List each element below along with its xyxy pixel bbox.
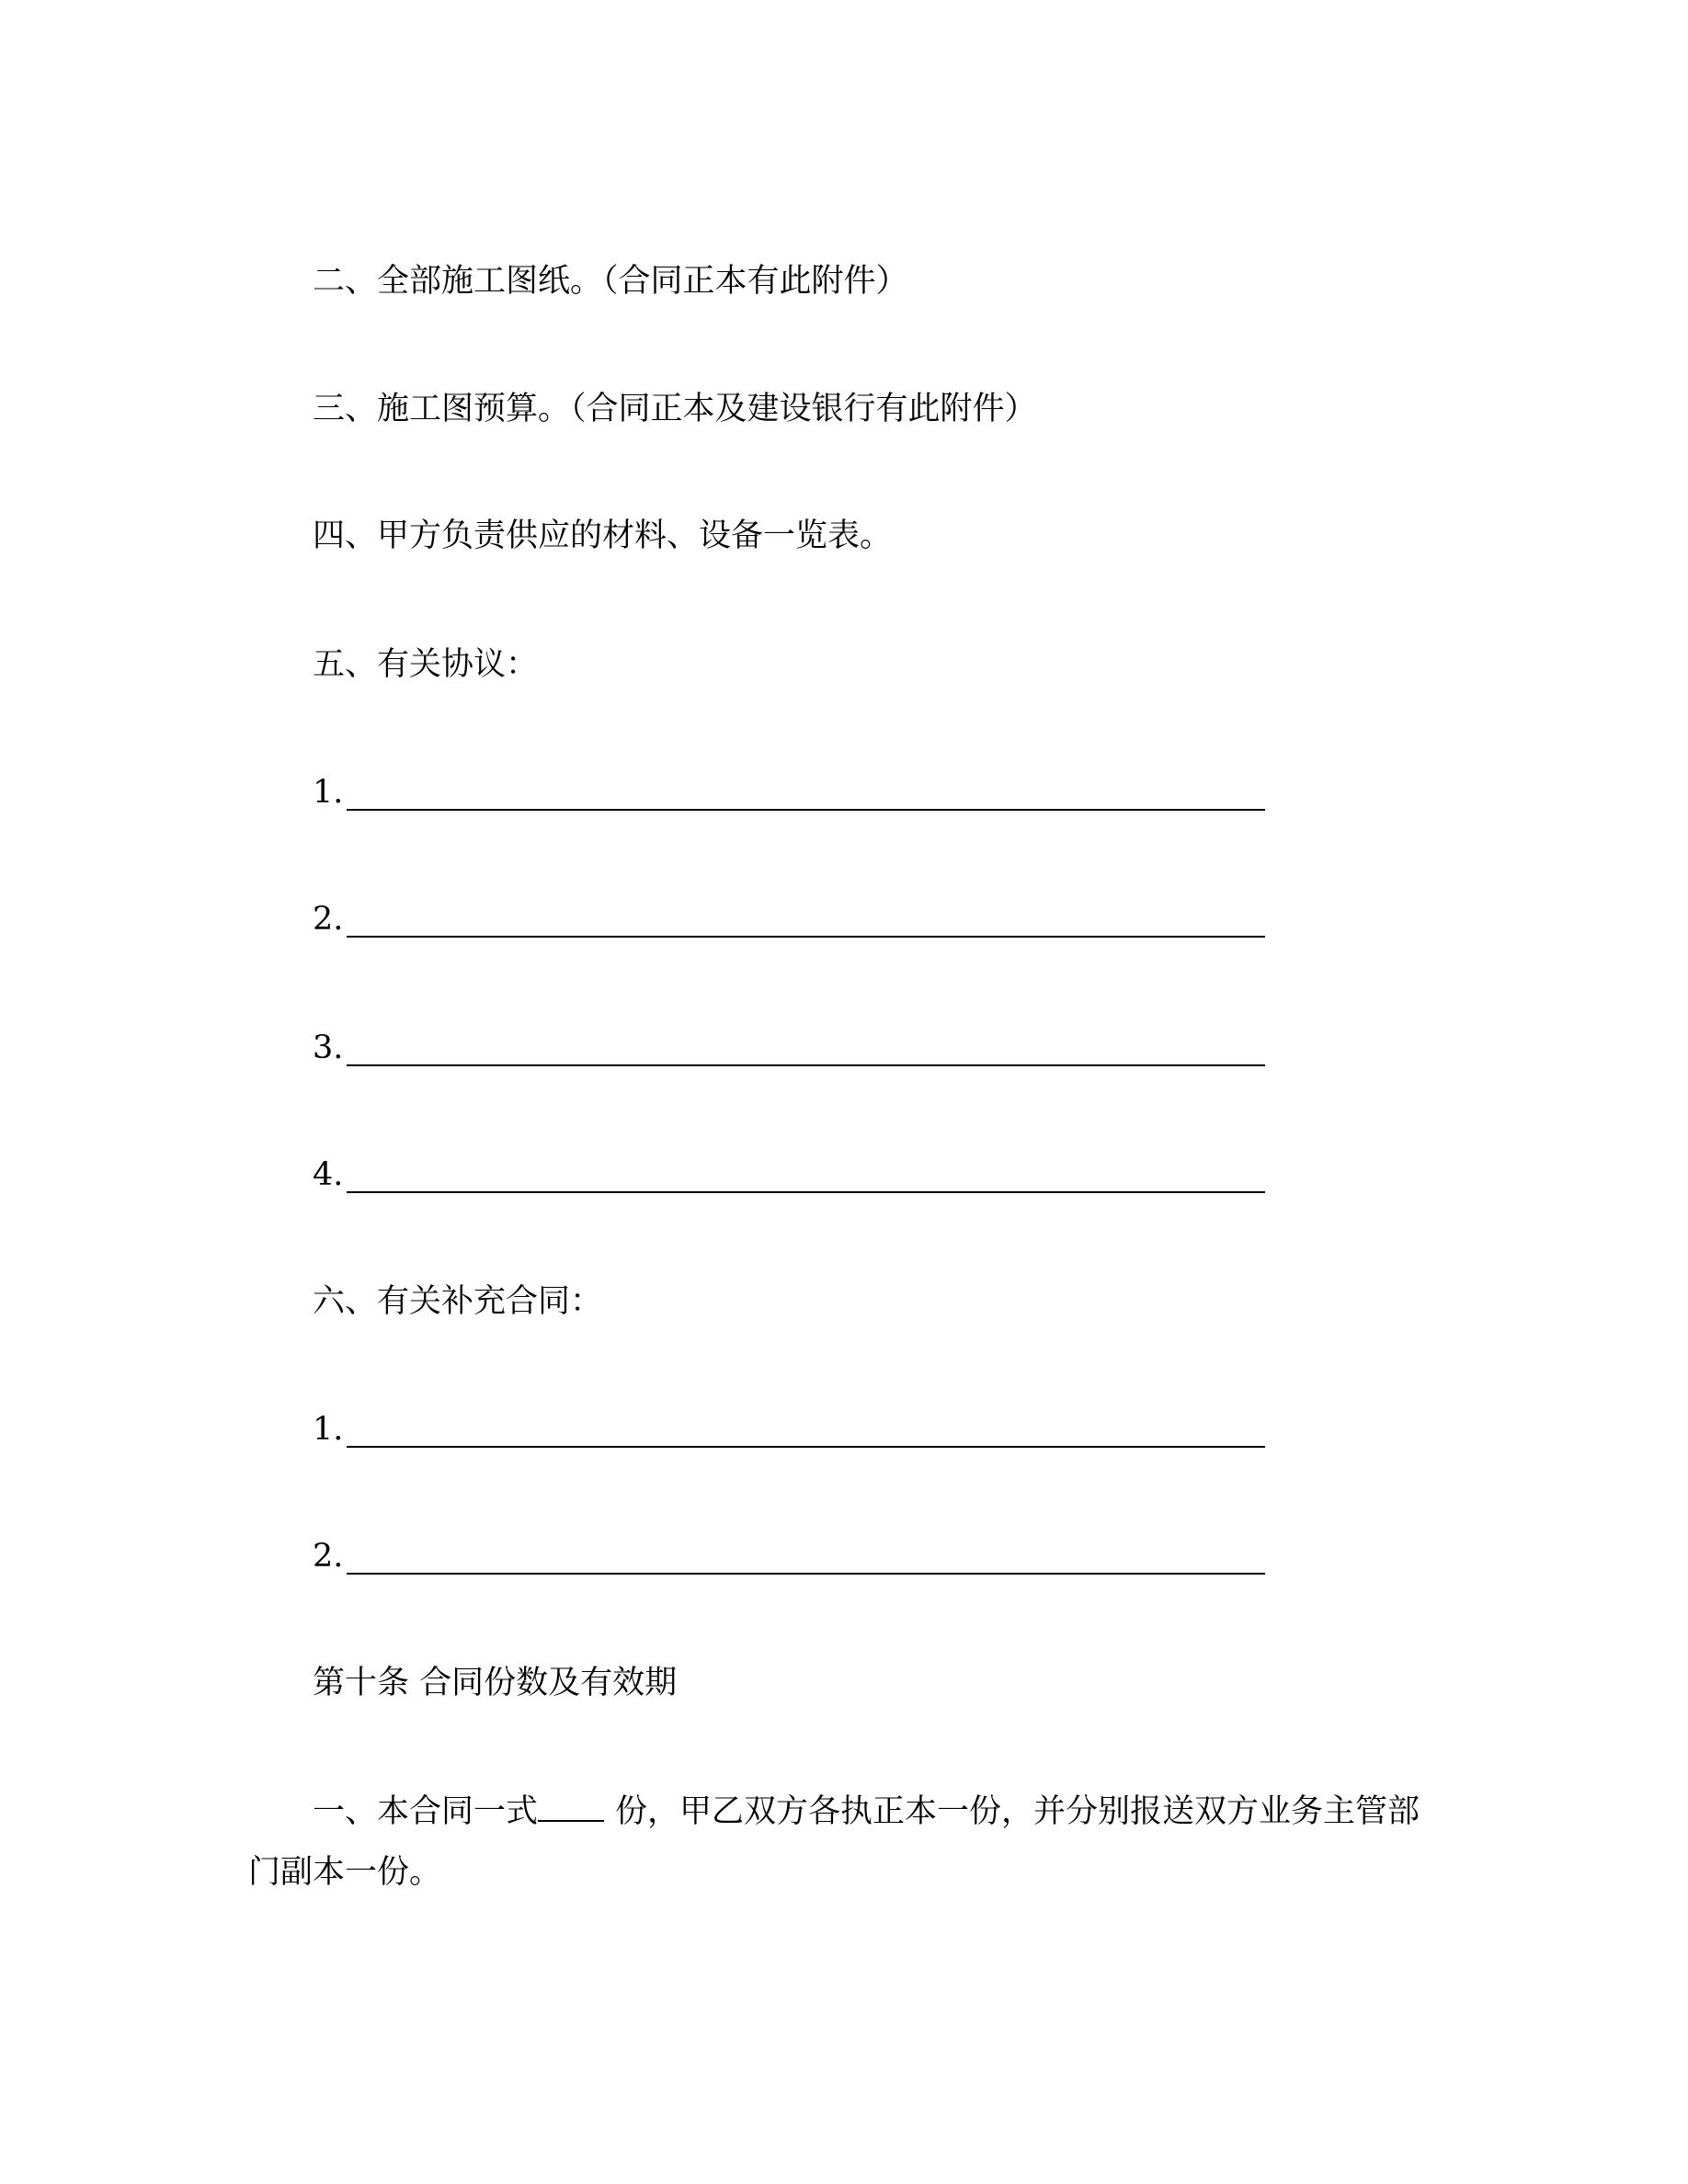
- fill-line: [347, 1541, 1265, 1575]
- attachment-item-3: 三、施工图预算。（合同正本及建设银行有此附件）: [313, 391, 1037, 427]
- attachment-item-4: 四、甲方负责供应的材料、设备一览表。: [313, 518, 893, 554]
- blank-number: 2.: [313, 1538, 344, 1575]
- clause-text: 一、本合同一式: [313, 1793, 539, 1830]
- fill-line: [347, 1160, 1265, 1193]
- agreement-blank-4[interactable]: [313, 1156, 1265, 1193]
- blank-number: 4.: [313, 1156, 344, 1193]
- fill-line: [347, 1415, 1265, 1448]
- blank-number: 1.: [313, 774, 344, 811]
- fill-line: [347, 1033, 1265, 1066]
- supplement-blank-1[interactable]: [313, 1411, 1265, 1448]
- clause-text: 份，甲乙双方各执正本一份，并分别报送双方业务主管部: [615, 1793, 1420, 1830]
- blank-number: 2.: [313, 901, 344, 938]
- copies-blank[interactable]: [538, 1792, 604, 1822]
- fill-line: [347, 904, 1265, 938]
- fill-line: [347, 778, 1265, 811]
- clause-1-continuation: 门副本一份。: [248, 1854, 442, 1891]
- clause-1: [313, 1792, 1420, 1830]
- supplement-blank-2[interactable]: [313, 1538, 1265, 1575]
- blank-number: 3.: [313, 1029, 344, 1066]
- agreement-blank-2[interactable]: [313, 901, 1265, 938]
- attachment-item-5: 五、有关协议：: [313, 646, 539, 683]
- blank-number: 1.: [313, 1411, 344, 1448]
- agreement-blank-3[interactable]: [313, 1029, 1265, 1066]
- attachment-item-2: 二、全部施工图纸。（合同正本有此附件）: [313, 263, 908, 300]
- supplement-heading: 六、有关补充合同：: [313, 1283, 603, 1320]
- agreement-blank-1[interactable]: [313, 774, 1265, 811]
- article-title: 第十条 合同份数及有效期: [313, 1665, 678, 1701]
